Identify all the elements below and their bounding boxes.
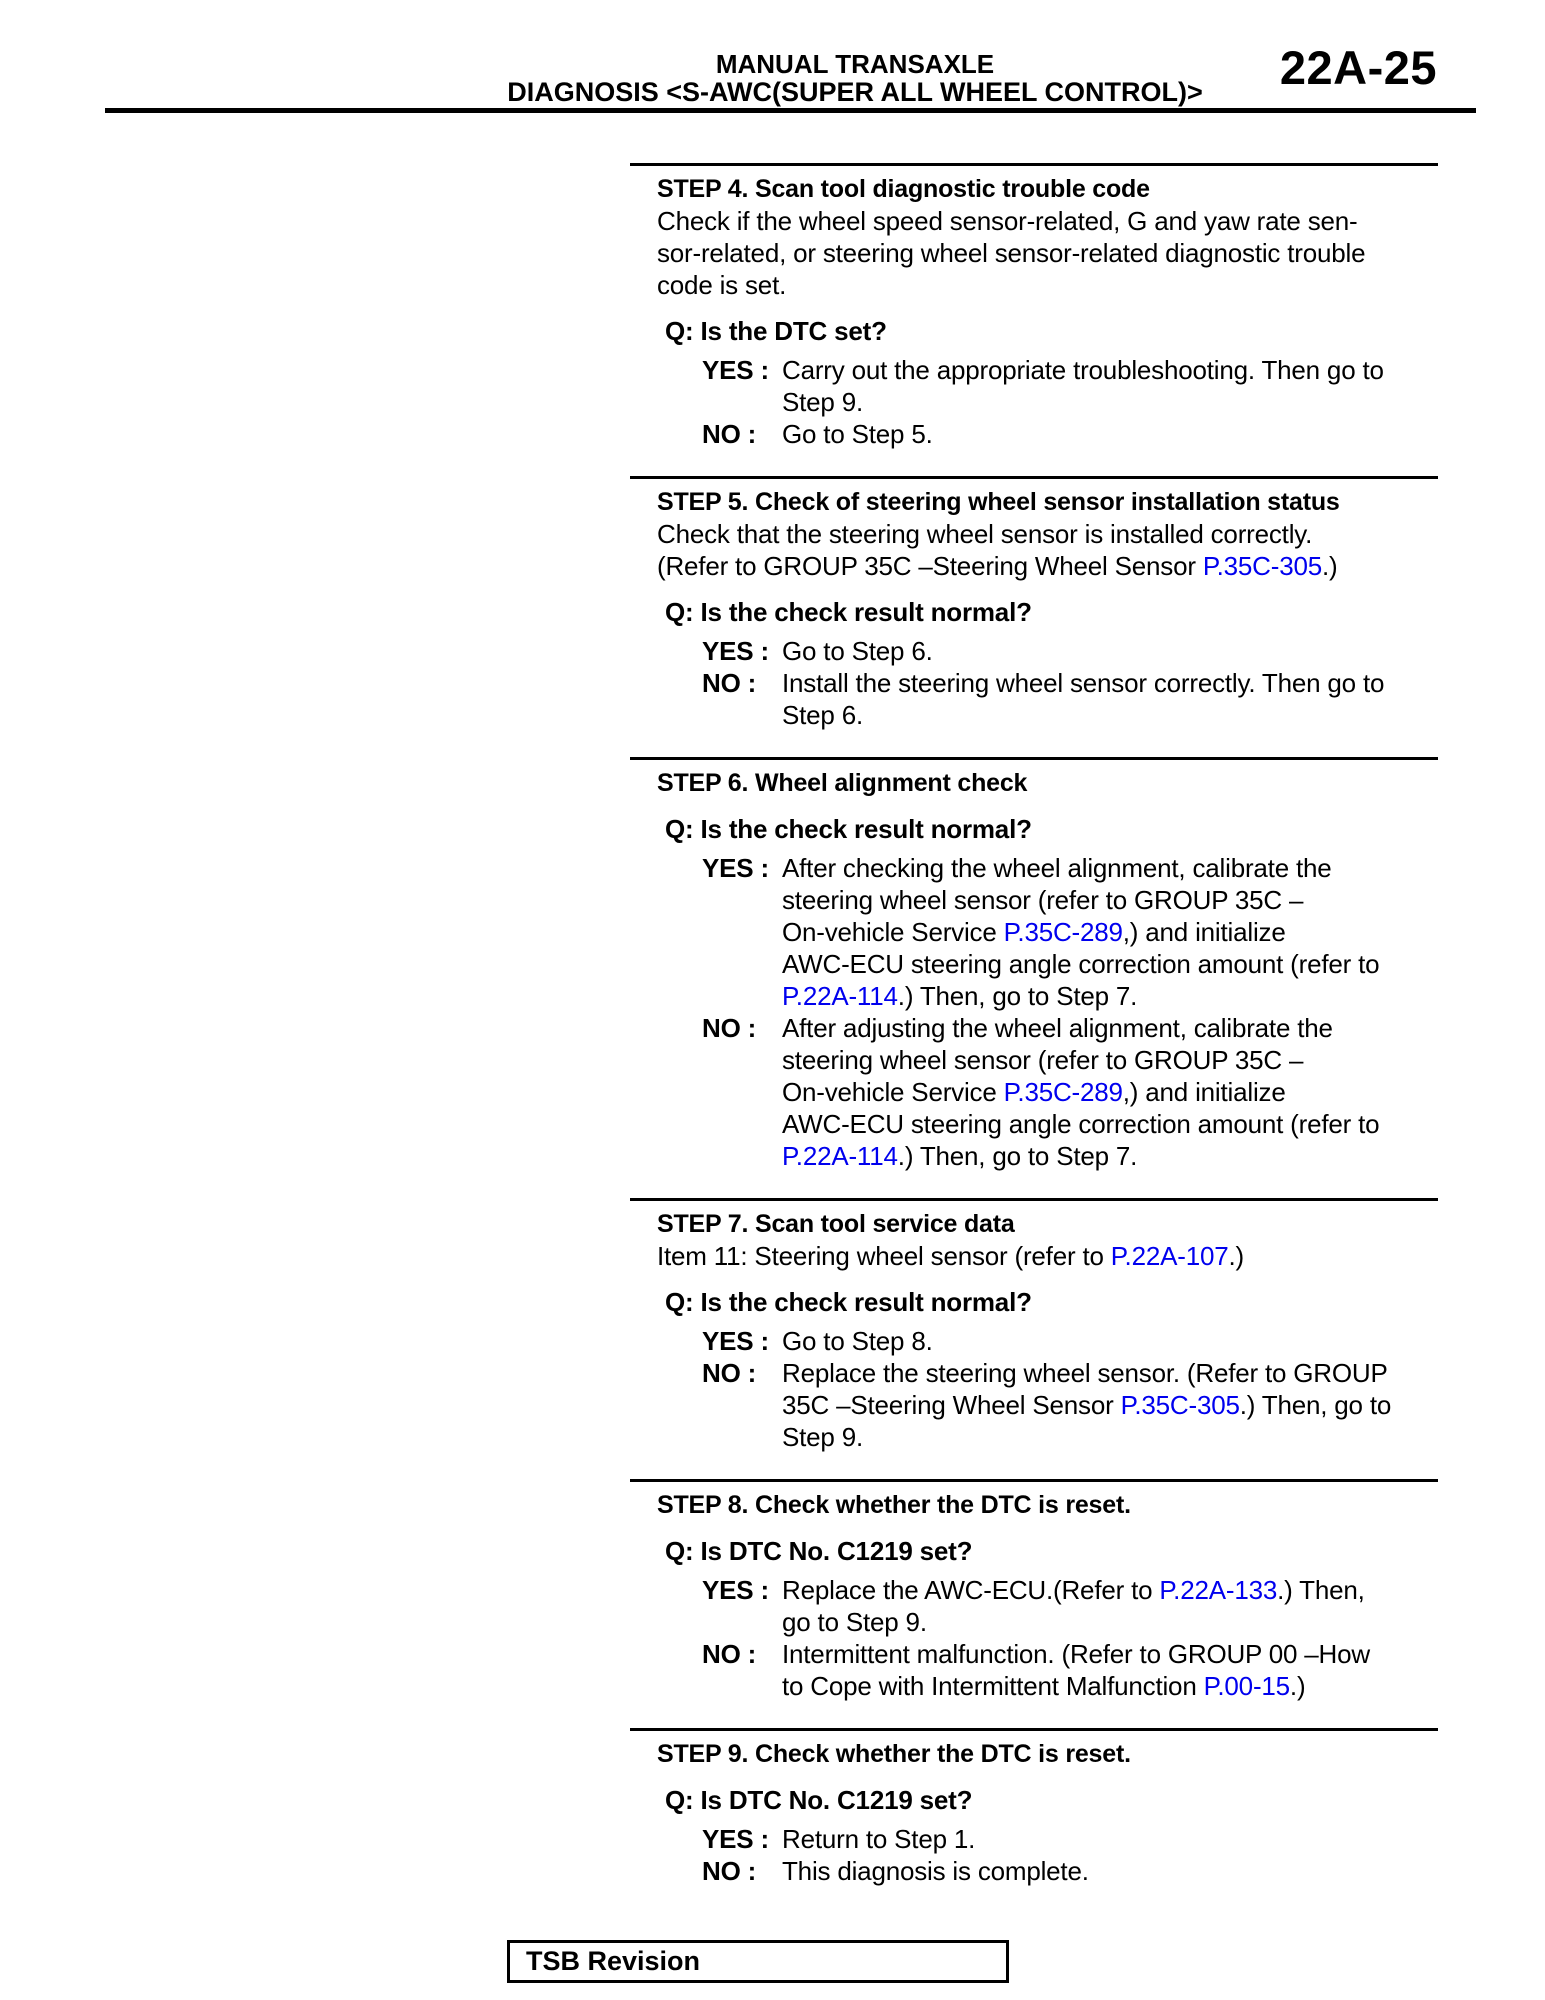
- text-run: .) Then, go to: [1239, 1390, 1392, 1420]
- answer-label: YES :: [702, 1824, 769, 1854]
- tsb-revision-label: TSB Revision: [526, 1946, 701, 1976]
- answer-content: [782, 1012, 1438, 1172]
- step-body: [657, 205, 1438, 301]
- text-run: .): [1322, 551, 1338, 581]
- text-run: Check that the steering wheel sensor is installed correctly.: [657, 519, 1313, 549]
- section-divider: [630, 163, 1438, 166]
- step-heading: STEP 5. Check of steering wheel sensor installation status: [657, 488, 1340, 516]
- answer-label: YES :: [702, 355, 769, 385]
- section-divider: [630, 476, 1438, 479]
- page-ref-link-p-22a-133[interactable]: P.22A-133: [1159, 1575, 1278, 1605]
- text-run: On-vehicle Service: [782, 917, 1004, 947]
- answer-no: [702, 1855, 1438, 1887]
- step-question: Q: Is DTC No. C1219 set?: [665, 1536, 973, 1566]
- answer-yes: [702, 1823, 1438, 1855]
- text-run: Carry out the appropriate troubleshooting. Then go to: [782, 355, 1384, 385]
- text-run: sor-related, or steering wheel sensor-related diagnostic trouble: [657, 238, 1366, 268]
- answer-label: YES :: [702, 1326, 769, 1356]
- text-run: Item 11: Steering wheel sensor (refer to: [657, 1241, 1111, 1271]
- answers: [630, 635, 1438, 731]
- answers: [630, 1823, 1438, 1887]
- step-5-section: [630, 476, 1438, 731]
- text-run: Go to Step 6.: [782, 636, 933, 666]
- step-8-section: [630, 1479, 1438, 1702]
- page-ref-link-p-35c-305[interactable]: P.35C-305: [1120, 1390, 1240, 1420]
- answer-content: [782, 1638, 1438, 1702]
- text-run: .) Then, go to Step 7.: [897, 1141, 1138, 1171]
- page-ref-link-p-22a-107[interactable]: P.22A-107: [1110, 1241, 1229, 1271]
- page-ref-link-p-35c-289[interactable]: P.35C-289: [1003, 917, 1123, 947]
- page-number: 22A-25: [1279, 41, 1437, 94]
- step-heading: STEP 7. Scan tool service data: [657, 1210, 1015, 1238]
- text-run: Go to Step 5.: [782, 419, 933, 449]
- text-run: go to Step 9.: [782, 1607, 927, 1637]
- text-run: Intermittent malfunction. (Refer to GROUP 00 –How: [782, 1639, 1370, 1669]
- text-run: 35C –Steering Wheel Sensor: [782, 1390, 1121, 1420]
- page-ref-link-p-22a-114[interactable]: P.22A-114: [782, 981, 898, 1011]
- content-column: [630, 163, 1438, 1913]
- step-heading: STEP 8. Check whether the DTC is reset.: [657, 1491, 1131, 1519]
- step-4-section: [630, 163, 1438, 450]
- step-question: Q: Is the check result normal?: [665, 814, 1032, 844]
- answer-label: YES :: [702, 1575, 769, 1605]
- text-run: Go to Step 8.: [782, 1326, 933, 1356]
- text-run: (Refer to GROUP 35C –Steering Wheel Sensor: [657, 551, 1203, 581]
- answers: [630, 1325, 1438, 1453]
- step-body: [657, 1240, 1438, 1272]
- text-run: Step 9.: [782, 1422, 863, 1452]
- text-run: Return to Step 1.: [782, 1824, 976, 1854]
- section-divider: [630, 1479, 1438, 1482]
- text-run: AWC-ECU steering angle correction amount (refer to: [782, 1109, 1380, 1139]
- answer-no: [702, 418, 1438, 450]
- answer-content: [782, 1823, 1438, 1855]
- text-run: AWC-ECU steering angle correction amount (refer to: [782, 949, 1380, 979]
- answer-content: [782, 1574, 1438, 1638]
- answer-no: [702, 1012, 1438, 1172]
- step-heading: STEP 6. Wheel alignment check: [657, 769, 1028, 797]
- tsb-revision-box: [507, 1940, 1009, 1983]
- answers: [630, 1574, 1438, 1702]
- answer-content: [782, 354, 1438, 418]
- step-question: Q: Is the DTC set?: [665, 316, 887, 346]
- text-run: ,) and initialize: [1122, 917, 1286, 947]
- answer-label: YES :: [702, 853, 769, 883]
- answer-yes: [702, 1574, 1438, 1638]
- text-run: steering wheel sensor (refer to GROUP 35C –: [782, 1045, 1304, 1075]
- text-run: Install the steering wheel sensor correctly. Then go to: [782, 668, 1385, 698]
- text-run: to Cope with Intermittent Malfunction: [782, 1671, 1204, 1701]
- text-run: code is set.: [657, 270, 787, 300]
- answer-yes: [702, 635, 1438, 667]
- header-title: MANUAL TRANSAXLE: [715, 49, 995, 79]
- page-ref-link-p-22a-114[interactable]: P.22A-114: [782, 1141, 898, 1171]
- answer-no: [702, 1638, 1438, 1702]
- text-run: .) Then, go to Step 7.: [897, 981, 1138, 1011]
- text-run: .): [1289, 1671, 1306, 1701]
- text-run: This diagnosis is complete.: [782, 1856, 1089, 1886]
- text-run: After adjusting the wheel alignment, calibrate the: [782, 1013, 1333, 1043]
- page-ref-link-p-35c-289[interactable]: P.35C-289: [1003, 1077, 1123, 1107]
- answers: [630, 852, 1438, 1172]
- answer-label: NO :: [702, 1358, 757, 1388]
- header-rule: [105, 108, 1476, 113]
- section-divider: [630, 757, 1438, 760]
- step-9-section: [630, 1728, 1438, 1887]
- answer-label: NO :: [702, 668, 757, 698]
- step-question: Q: Is DTC No. C1219 set?: [665, 1785, 973, 1815]
- answer-content: [782, 1357, 1438, 1453]
- answer-yes: [702, 1325, 1438, 1357]
- step-heading: STEP 9. Check whether the DTC is reset.: [657, 1740, 1131, 1768]
- text-run: Replace the AWC-ECU.(Refer to: [782, 1575, 1160, 1605]
- text-run: Step 9.: [782, 387, 863, 417]
- header-subtitle: DIAGNOSIS <S-AWC(SUPER ALL WHEEL CONTROL)>: [507, 77, 1203, 107]
- text-run: Replace the steering wheel sensor. (Refer to GROUP: [782, 1358, 1388, 1388]
- text-run: steering wheel sensor (refer to GROUP 35C –: [782, 885, 1304, 915]
- answer-label: NO :: [702, 1013, 757, 1043]
- text-run: On-vehicle Service: [782, 1077, 1004, 1107]
- answer-label: YES :: [702, 636, 769, 666]
- text-run: .): [1228, 1241, 1244, 1271]
- step-question: Q: Is the check result normal?: [665, 1287, 1032, 1317]
- answer-no: [702, 667, 1438, 731]
- step-body: [657, 518, 1438, 582]
- answer-yes: [702, 354, 1438, 418]
- step-question: Q: Is the check result normal?: [665, 597, 1032, 627]
- answer-label: NO :: [702, 419, 757, 449]
- text-run: After checking the wheel alignment, calibrate the: [782, 853, 1332, 883]
- text-run: Check if the wheel speed sensor-related, G and yaw rate sen-: [657, 206, 1358, 236]
- answer-content: [782, 1855, 1438, 1887]
- text-run: Step 6.: [782, 700, 863, 730]
- step-7-section: [630, 1198, 1438, 1453]
- text-run: ,) and initialize: [1122, 1077, 1286, 1107]
- answer-label: NO :: [702, 1639, 757, 1669]
- text-run: .) Then,: [1277, 1575, 1365, 1605]
- answer-content: [782, 852, 1438, 1012]
- page-ref-link-p-00-15[interactable]: P.00-15: [1203, 1671, 1290, 1701]
- step-6-section: [630, 757, 1438, 1172]
- answer-content: [782, 667, 1438, 731]
- answer-content: [782, 635, 1438, 667]
- answer-label: NO :: [702, 1856, 757, 1886]
- section-divider: [630, 1198, 1438, 1201]
- step-heading: STEP 4. Scan tool diagnostic trouble code: [657, 175, 1150, 203]
- answers: [630, 354, 1438, 450]
- answer-yes: [702, 852, 1438, 1012]
- answer-no: [702, 1357, 1438, 1453]
- page-ref-link-p-35c-305[interactable]: P.35C-305: [1202, 551, 1322, 581]
- section-divider: [630, 1728, 1438, 1731]
- answer-content: [782, 1325, 1438, 1357]
- answer-content: [782, 418, 1438, 450]
